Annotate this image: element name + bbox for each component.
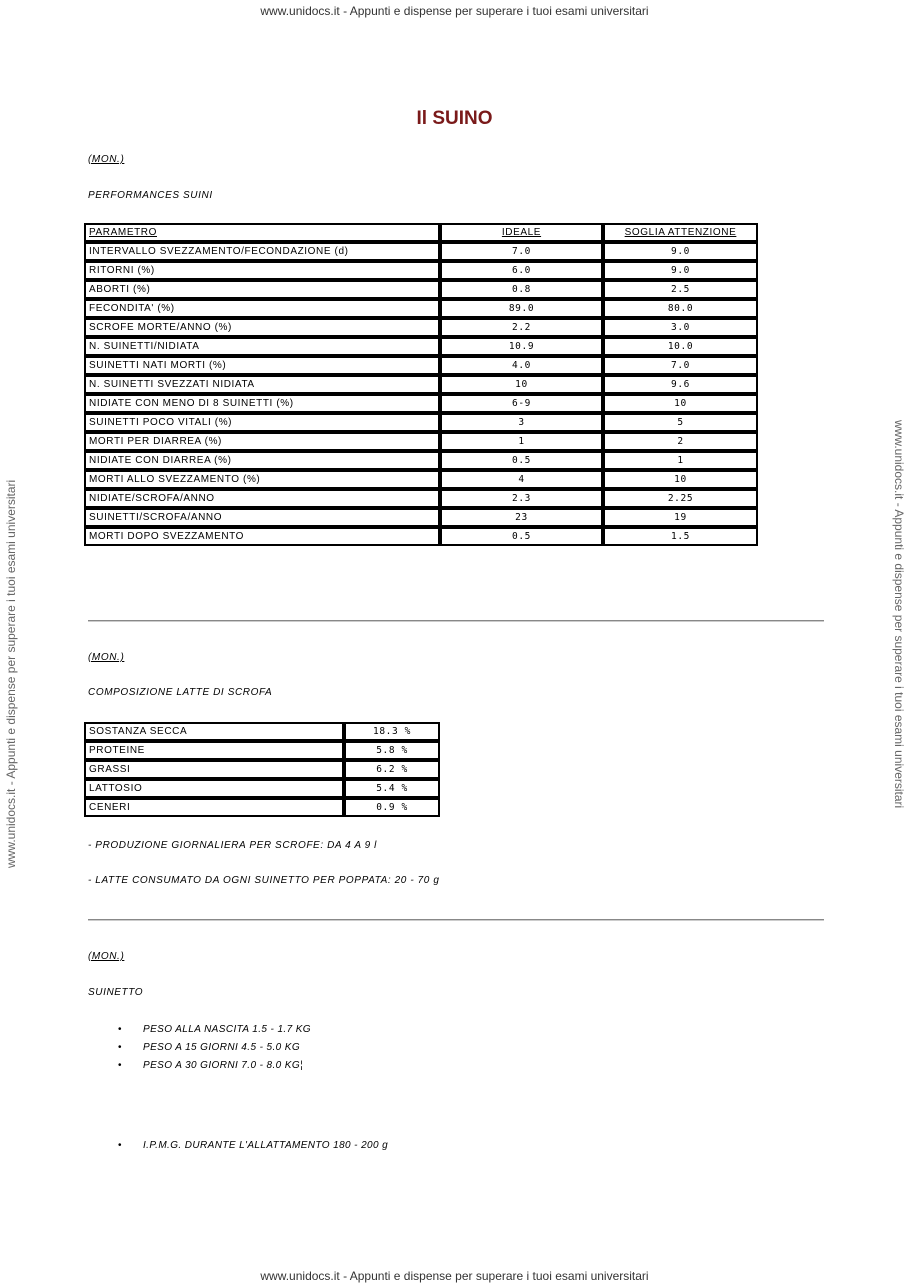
parameter-cell: ABORTI (%) [84,280,440,299]
table-row [84,798,440,817]
ideal-value-cell: 0.8 [440,280,603,299]
ideal-value-cell: 1 [440,432,603,451]
parameter-cell: NIDIATE CON MENO DI 8 SUINETTI (%) [84,394,440,413]
table-row [84,242,758,261]
ideal-value-cell: 2.3 [440,489,603,508]
column-header-parametro: PARAMETRO [84,223,440,242]
threshold-value-cell: 10.0 [603,337,758,356]
threshold-value-cell: 1.5 [603,527,758,546]
table-row [84,413,758,432]
component-cell: LATTOSIO [84,779,344,798]
parameter-cell: SCROFE MORTE/ANNO (%) [84,318,440,337]
parameter-cell: MORTI DOPO SVEZZAMENTO [84,527,440,546]
threshold-value-cell: 5 [603,413,758,432]
parameter-cell: N. SUINETTI SVEZZATI NIDIATA [84,375,440,394]
ideal-value-cell: 3 [440,413,603,432]
threshold-value-cell: 19 [603,508,758,527]
threshold-value-cell: 2.25 [603,489,758,508]
parameter-cell: NIDIATE CON DIARREA (%) [84,451,440,470]
ideal-value-cell: 23 [440,508,603,527]
threshold-value-cell: 10 [603,470,758,489]
percentage-cell: 0.9 % [344,798,440,817]
table-row [84,432,758,451]
percentage-cell: 5.4 % [344,779,440,798]
ideal-value-cell: 10.9 [440,337,603,356]
bullet-icon: • [118,1042,122,1053]
right-side-watermark: www.unidocs.it - Appunti e dispense per superare i tuoi esami universitari [892,420,906,809]
list-item: • PESO A 30 GIORNI 7.0 - 8.0 KG¦ [118,1057,311,1075]
table-row [84,722,440,741]
parameter-cell: FECONDITA' (%) [84,299,440,318]
parameter-cell: SUINETTI NATI MORTI (%) [84,356,440,375]
threshold-value-cell: 1 [603,451,758,470]
percentage-cell: 5.8 % [344,741,440,760]
column-header-ideale: IDEALE [440,223,603,242]
ideal-value-cell: 4.0 [440,356,603,375]
section-divider [88,620,824,622]
table-row [84,261,758,280]
ideal-value-cell: 6.0 [440,261,603,280]
table-row [84,356,758,375]
left-side-watermark: www.unidocs.it - Appunti e dispense per superare i tuoi esami universitari [4,479,18,868]
threshold-value-cell: 2 [603,432,758,451]
parameter-cell: SUINETTI/SCROFA/ANNO [84,508,440,527]
section3-heading: SUINETTO [88,987,144,998]
bullet-icon: • [118,1060,122,1071]
piglet-weight-list [118,1021,311,1075]
performance-table-header [84,223,758,242]
table-row [84,375,758,394]
threshold-value-cell: 9.0 [603,261,758,280]
bullet-icon: • [118,1024,122,1035]
table-row [84,318,758,337]
component-cell: CENERI [84,798,344,817]
threshold-value-cell: 80.0 [603,299,758,318]
table-row [84,394,758,413]
component-cell: PROTEINE [84,741,344,760]
ideal-value-cell: 2.2 [440,318,603,337]
ideal-value-cell: 6-9 [440,394,603,413]
parameter-cell: MORTI ALLO SVEZZAMENTO (%) [84,470,440,489]
parameter-cell: RITORNI (%) [84,261,440,280]
weight-gain-list [118,1137,388,1155]
section2-tag: (MON.) [88,652,125,663]
ideal-value-cell: 10 [440,375,603,394]
threshold-value-cell: 10 [603,394,758,413]
table-row [84,489,758,508]
table-row [84,779,440,798]
milk-composition-table [84,722,440,817]
section-divider [88,919,824,921]
parameter-cell: NIDIATE/SCROFA/ANNO [84,489,440,508]
table-row [84,741,440,760]
percentage-cell: 18.3 % [344,722,440,741]
component-cell: GRASSI [84,760,344,779]
table-row [84,508,758,527]
ideal-value-cell: 7.0 [440,242,603,261]
component-cell: SOSTANZA SECCA [84,722,344,741]
table-row [84,527,758,546]
threshold-value-cell: 9.0 [603,242,758,261]
parameter-cell: SUINETTI POCO VITALI (%) [84,413,440,432]
section2-heading: COMPOSIZIONE LATTE DI SCROFA [88,687,273,698]
list-item: • I.P.M.G. DURANTE L'ALLATTAMENTO 180 - 200 g [118,1137,388,1155]
table-row [84,760,440,779]
table-row [84,299,758,318]
threshold-value-cell: 2.5 [603,280,758,299]
threshold-value-cell: 9.6 [603,375,758,394]
percentage-cell: 6.2 % [344,760,440,779]
list-item: • PESO A 15 GIORNI 4.5 - 5.0 KG [118,1039,311,1057]
section1-tag: (MON.) [88,154,125,165]
table-row [84,451,758,470]
section1-heading: PERFORMANCES SUINI [88,190,213,201]
page-title: Il SUINO [416,108,493,129]
parameter-cell: N. SUINETTI/NIDIATA [84,337,440,356]
performance-table [84,223,758,546]
table-row [84,470,758,489]
parameter-cell: MORTI PER DIARREA (%) [84,432,440,451]
ideal-value-cell: 0.5 [440,451,603,470]
daily-production-note: - PRODUZIONE GIORNALIERA PER SCROFE: DA 4 A 9 l [88,840,377,851]
section3-tag: (MON.) [88,951,125,962]
table-row [84,280,758,299]
bullet-icon: • [118,1140,122,1151]
header-watermark: www.unidocs.it - Appunti e dispense per superare i tuoi esami universitari [260,4,649,18]
threshold-value-cell: 7.0 [603,356,758,375]
ideal-value-cell: 89.0 [440,299,603,318]
column-header-soglia: SOGLIA ATTENZIONE [603,223,758,242]
parameter-cell: INTERVALLO SVEZZAMENTO/FECONDAZIONE (d) [84,242,440,261]
list-item: • PESO ALLA NASCITA 1.5 - 1.7 KG [118,1021,311,1039]
footer-watermark: www.unidocs.it - Appunti e dispense per superare i tuoi esami universitari [260,1269,649,1283]
ideal-value-cell: 4 [440,470,603,489]
threshold-value-cell: 3.0 [603,318,758,337]
milk-per-feeding-note: - LATTE CONSUMATO DA OGNI SUINETTO PER POPPATA: 20 - 70 g [88,875,440,886]
ideal-value-cell: 0.5 [440,527,603,546]
table-row [84,337,758,356]
